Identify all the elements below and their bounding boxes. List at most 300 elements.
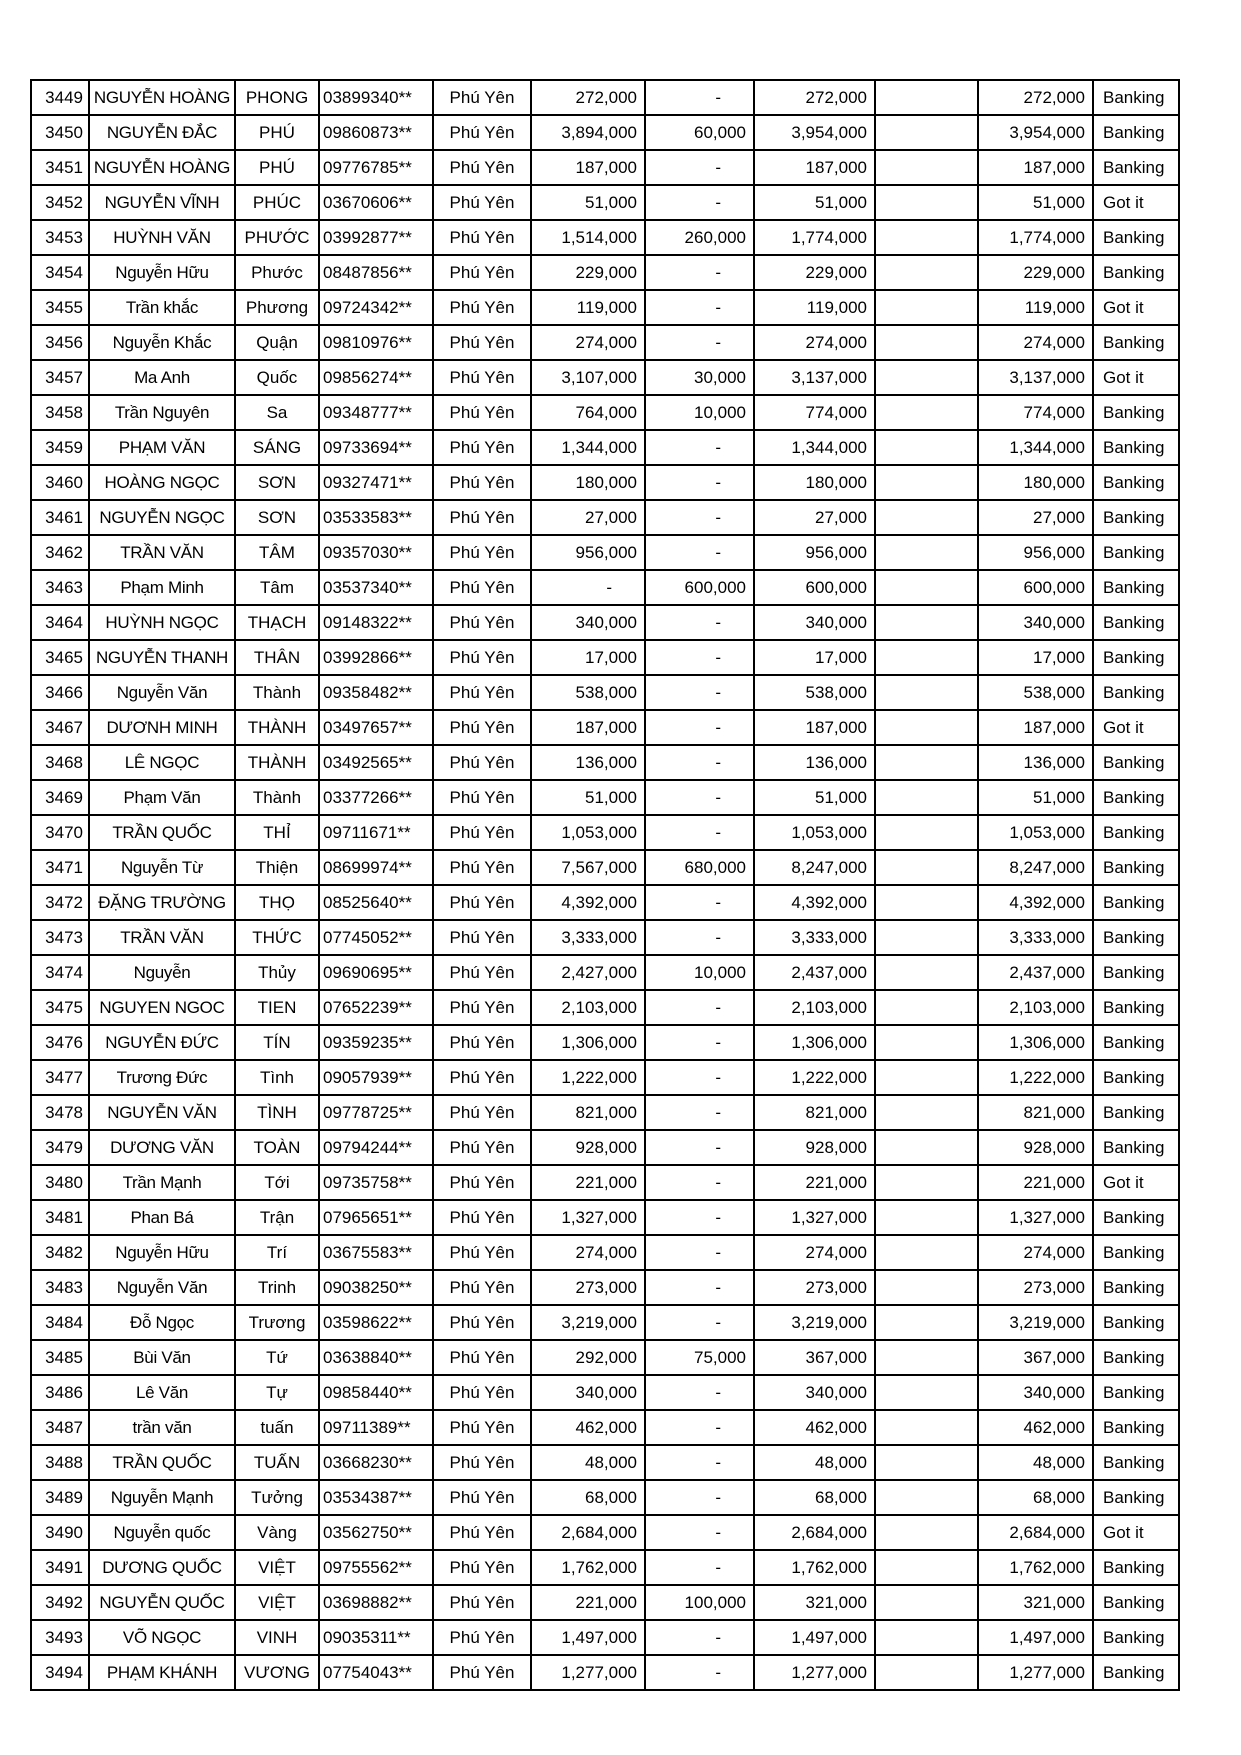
cell-firstname: THÀNH — [235, 710, 319, 745]
cell-blank — [875, 1445, 978, 1480]
cell-amount2: - — [645, 1095, 754, 1130]
cell-province: Phú Yên — [433, 815, 531, 850]
cell-total: 27,000 — [754, 500, 875, 535]
cell-province: Phú Yên — [433, 1095, 531, 1130]
cell-total: 928,000 — [754, 1130, 875, 1165]
cell-amount2: - — [645, 535, 754, 570]
cell-amount1: 821,000 — [531, 1095, 645, 1130]
cell-blank — [875, 710, 978, 745]
cell-id: 3455 — [31, 290, 89, 325]
cell-amount1: 2,103,000 — [531, 990, 645, 1025]
cell-amount2: - — [645, 1410, 754, 1445]
cell-blank — [875, 220, 978, 255]
cell-blank — [875, 955, 978, 990]
cell-amount2: - — [645, 1060, 754, 1095]
table-row — [31, 500, 1179, 535]
cell-id: 3457 — [31, 360, 89, 395]
cell-amount1: 17,000 — [531, 640, 645, 675]
cell-province: Phú Yên — [433, 1410, 531, 1445]
cell-firstname: THẠCH — [235, 605, 319, 640]
cell-amount2: - — [645, 710, 754, 745]
cell-amount2: - — [645, 150, 754, 185]
cell-province: Phú Yên — [433, 220, 531, 255]
cell-amount1: 2,684,000 — [531, 1515, 645, 1550]
cell-firstname: VINH — [235, 1620, 319, 1655]
cell-phone: 09856274** — [319, 360, 433, 395]
cell-status: Banking — [1093, 430, 1179, 465]
cell-blank — [875, 920, 978, 955]
cell-province: Phú Yên — [433, 1060, 531, 1095]
cell-firstname: THÂN — [235, 640, 319, 675]
cell-id: 3464 — [31, 605, 89, 640]
cell-final-amount: 462,000 — [978, 1410, 1093, 1445]
cell-firstname: TUẤN — [235, 1445, 319, 1480]
cell-amount1: 2,427,000 — [531, 955, 645, 990]
cell-phone: 03533583** — [319, 500, 433, 535]
cell-phone: 09733694** — [319, 430, 433, 465]
cell-amount2: - — [645, 745, 754, 780]
cell-lastname: NGUYỄN THANH — [89, 640, 235, 675]
cell-amount2: - — [645, 1550, 754, 1585]
cell-blank — [875, 990, 978, 1025]
cell-province: Phú Yên — [433, 150, 531, 185]
cell-phone: 08525640** — [319, 885, 433, 920]
table-row — [31, 1375, 1179, 1410]
cell-firstname: Thành — [235, 675, 319, 710]
cell-blank — [875, 1515, 978, 1550]
cell-amount1: 3,333,000 — [531, 920, 645, 955]
cell-amount2: - — [645, 640, 754, 675]
cell-amount2: 75,000 — [645, 1340, 754, 1375]
cell-phone: 09860873** — [319, 115, 433, 150]
cell-id: 3453 — [31, 220, 89, 255]
cell-total: 2,437,000 — [754, 955, 875, 990]
cell-blank — [875, 850, 978, 885]
cell-lastname: TRẦN QUỐC — [89, 1445, 235, 1480]
cell-blank — [875, 465, 978, 500]
cell-final-amount: 51,000 — [978, 780, 1093, 815]
cell-province: Phú Yên — [433, 1340, 531, 1375]
cell-lastname: LÊ NGỌC — [89, 745, 235, 780]
table-row — [31, 1235, 1179, 1270]
cell-final-amount: 1,774,000 — [978, 220, 1093, 255]
donation-table — [30, 79, 1180, 1691]
cell-firstname: TÂM — [235, 535, 319, 570]
cell-amount1: 272,000 — [531, 80, 645, 115]
cell-amount1: 119,000 — [531, 290, 645, 325]
cell-total: 229,000 — [754, 255, 875, 290]
cell-blank — [875, 1340, 978, 1375]
cell-province: Phú Yên — [433, 1165, 531, 1200]
cell-status: Banking — [1093, 465, 1179, 500]
cell-lastname: Nguyễn quốc — [89, 1515, 235, 1550]
cell-firstname: THÀNH — [235, 745, 319, 780]
cell-lastname: Nguyễn Văn — [89, 1270, 235, 1305]
cell-lastname: DƯƠNG VĂN — [89, 1130, 235, 1165]
cell-amount2: - — [645, 1165, 754, 1200]
table-row — [31, 1550, 1179, 1585]
cell-lastname: NGUYỄN NGỌC — [89, 500, 235, 535]
cell-amount2: 60,000 — [645, 115, 754, 150]
cell-final-amount: 2,437,000 — [978, 955, 1093, 990]
cell-firstname: Tứ — [235, 1340, 319, 1375]
cell-firstname: Quận — [235, 325, 319, 360]
cell-id: 3482 — [31, 1235, 89, 1270]
cell-blank — [875, 290, 978, 325]
cell-amount2: - — [645, 1270, 754, 1305]
cell-blank — [875, 1165, 978, 1200]
cell-blank — [875, 150, 978, 185]
cell-amount1: 229,000 — [531, 255, 645, 290]
cell-final-amount: 600,000 — [978, 570, 1093, 605]
cell-amount1: 1,327,000 — [531, 1200, 645, 1235]
cell-total: 1,277,000 — [754, 1655, 875, 1690]
cell-lastname: NGUYỄN VĨNH — [89, 185, 235, 220]
cell-blank — [875, 1480, 978, 1515]
table-row — [31, 570, 1179, 605]
table-row — [31, 1515, 1179, 1550]
cell-firstname: TÌNH — [235, 1095, 319, 1130]
cell-id: 3463 — [31, 570, 89, 605]
cell-status: Banking — [1093, 1445, 1179, 1480]
table-row — [31, 290, 1179, 325]
cell-phone: 03670606** — [319, 185, 433, 220]
cell-total: 774,000 — [754, 395, 875, 430]
cell-province: Phú Yên — [433, 115, 531, 150]
cell-phone: 03492565** — [319, 745, 433, 780]
table-row — [31, 1025, 1179, 1060]
cell-firstname: Trương — [235, 1305, 319, 1340]
cell-total: 600,000 — [754, 570, 875, 605]
cell-final-amount: 367,000 — [978, 1340, 1093, 1375]
cell-amount2: - — [645, 1200, 754, 1235]
cell-lastname: HOÀNG NGỌC — [89, 465, 235, 500]
cell-blank — [875, 185, 978, 220]
cell-phone: 03638840** — [319, 1340, 433, 1375]
cell-province: Phú Yên — [433, 1550, 531, 1585]
cell-blank — [875, 675, 978, 710]
cell-phone: 09690695** — [319, 955, 433, 990]
cell-amount1: 3,107,000 — [531, 360, 645, 395]
cell-status: Banking — [1093, 1655, 1179, 1690]
cell-final-amount: 1,762,000 — [978, 1550, 1093, 1585]
cell-final-amount: 119,000 — [978, 290, 1093, 325]
cell-amount2: - — [645, 185, 754, 220]
cell-blank — [875, 535, 978, 570]
cell-lastname: Trần Mạnh — [89, 1165, 235, 1200]
table-row — [31, 465, 1179, 500]
cell-lastname: VÕ NGỌC — [89, 1620, 235, 1655]
cell-blank — [875, 1585, 978, 1620]
cell-id: 3465 — [31, 640, 89, 675]
cell-province: Phú Yên — [433, 745, 531, 780]
cell-firstname: PHƯỚC — [235, 220, 319, 255]
table-row — [31, 1305, 1179, 1340]
cell-lastname: Ma Anh — [89, 360, 235, 395]
cell-lastname: NGUYỄN ĐẮC — [89, 115, 235, 150]
cell-lastname: TRẦN VĂN — [89, 535, 235, 570]
cell-id: 3470 — [31, 815, 89, 850]
cell-blank — [875, 1375, 978, 1410]
cell-blank — [875, 1060, 978, 1095]
cell-amount1: 1,762,000 — [531, 1550, 645, 1585]
cell-id: 3456 — [31, 325, 89, 360]
table-row — [31, 1095, 1179, 1130]
cell-id: 3454 — [31, 255, 89, 290]
cell-final-amount: 1,277,000 — [978, 1655, 1093, 1690]
cell-amount1: - — [531, 570, 645, 605]
cell-firstname: Trí — [235, 1235, 319, 1270]
cell-province: Phú Yên — [433, 185, 531, 220]
table-row — [31, 430, 1179, 465]
cell-lastname: HUỲNH VĂN — [89, 220, 235, 255]
cell-lastname: Nguyễn Văn — [89, 675, 235, 710]
cell-status: Banking — [1093, 885, 1179, 920]
cell-status: Banking — [1093, 675, 1179, 710]
table-row — [31, 815, 1179, 850]
cell-blank — [875, 1130, 978, 1165]
cell-id: 3483 — [31, 1270, 89, 1305]
cell-final-amount: 3,137,000 — [978, 360, 1093, 395]
cell-id: 3488 — [31, 1445, 89, 1480]
cell-total: 17,000 — [754, 640, 875, 675]
cell-phone: 07745052** — [319, 920, 433, 955]
cell-total: 1,762,000 — [754, 1550, 875, 1585]
table-row — [31, 745, 1179, 780]
cell-firstname: tuấn — [235, 1410, 319, 1445]
cell-total: 367,000 — [754, 1340, 875, 1375]
cell-province: Phú Yên — [433, 360, 531, 395]
cell-phone: 09327471** — [319, 465, 433, 500]
cell-status: Banking — [1093, 780, 1179, 815]
cell-final-amount: 1,497,000 — [978, 1620, 1093, 1655]
cell-lastname: Nguyễn Hữu — [89, 255, 235, 290]
cell-province: Phú Yên — [433, 1445, 531, 1480]
cell-lastname: Nguyễn Mạnh — [89, 1480, 235, 1515]
cell-phone: 09357030** — [319, 535, 433, 570]
table-row — [31, 150, 1179, 185]
cell-status: Banking — [1093, 80, 1179, 115]
cell-lastname: PHẠM KHÁNH — [89, 1655, 235, 1690]
cell-amount2: - — [645, 1515, 754, 1550]
cell-province: Phú Yên — [433, 465, 531, 500]
cell-firstname: Sa — [235, 395, 319, 430]
table-row — [31, 1340, 1179, 1375]
cell-amount1: 48,000 — [531, 1445, 645, 1480]
cell-final-amount: 1,222,000 — [978, 1060, 1093, 1095]
cell-amount2: 260,000 — [645, 220, 754, 255]
cell-lastname: Lê Văn — [89, 1375, 235, 1410]
cell-amount2: - — [645, 1305, 754, 1340]
cell-amount2: - — [645, 465, 754, 500]
cell-total: 3,219,000 — [754, 1305, 875, 1340]
cell-status: Banking — [1093, 605, 1179, 640]
cell-province: Phú Yên — [433, 675, 531, 710]
cell-status: Banking — [1093, 1375, 1179, 1410]
cell-id: 3487 — [31, 1410, 89, 1445]
cell-amount1: 221,000 — [531, 1585, 645, 1620]
cell-final-amount: 273,000 — [978, 1270, 1093, 1305]
table-row — [31, 850, 1179, 885]
cell-total: 2,684,000 — [754, 1515, 875, 1550]
cell-lastname: Nguyễn — [89, 955, 235, 990]
cell-amount2: - — [645, 1445, 754, 1480]
cell-status: Got it — [1093, 1165, 1179, 1200]
cell-final-amount: 51,000 — [978, 185, 1093, 220]
cell-province: Phú Yên — [433, 1025, 531, 1060]
cell-final-amount: 1,053,000 — [978, 815, 1093, 850]
cell-phone: 07965651** — [319, 1200, 433, 1235]
cell-amount1: 221,000 — [531, 1165, 645, 1200]
cell-province: Phú Yên — [433, 1480, 531, 1515]
cell-province: Phú Yên — [433, 535, 531, 570]
cell-phone: 03377266** — [319, 780, 433, 815]
cell-firstname: PHÚC — [235, 185, 319, 220]
table-row — [31, 1410, 1179, 1445]
table-row — [31, 955, 1179, 990]
cell-status: Banking — [1093, 255, 1179, 290]
cell-amount1: 1,497,000 — [531, 1620, 645, 1655]
cell-id: 3490 — [31, 1515, 89, 1550]
cell-amount1: 274,000 — [531, 1235, 645, 1270]
cell-status: Banking — [1093, 500, 1179, 535]
table-row — [31, 1655, 1179, 1690]
cell-firstname: PHONG — [235, 80, 319, 115]
cell-firstname: Tự — [235, 1375, 319, 1410]
cell-final-amount: 68,000 — [978, 1480, 1093, 1515]
cell-status: Banking — [1093, 815, 1179, 850]
cell-blank — [875, 780, 978, 815]
cell-total: 136,000 — [754, 745, 875, 780]
cell-phone: 03698882** — [319, 1585, 433, 1620]
cell-firstname: Phương — [235, 290, 319, 325]
cell-lastname: Nguyễn Hữu — [89, 1235, 235, 1270]
cell-phone: 09858440** — [319, 1375, 433, 1410]
cell-id: 3467 — [31, 710, 89, 745]
cell-total: 274,000 — [754, 1235, 875, 1270]
cell-province: Phú Yên — [433, 955, 531, 990]
cell-lastname: TRẦN VĂN — [89, 920, 235, 955]
table-row — [31, 920, 1179, 955]
cell-firstname: Trinh — [235, 1270, 319, 1305]
cell-amount1: 68,000 — [531, 1480, 645, 1515]
cell-amount2: - — [645, 885, 754, 920]
cell-final-amount: 17,000 — [978, 640, 1093, 675]
cell-blank — [875, 745, 978, 780]
cell-firstname: Tâm — [235, 570, 319, 605]
cell-blank — [875, 815, 978, 850]
cell-final-amount: 136,000 — [978, 745, 1093, 780]
cell-amount2: - — [645, 500, 754, 535]
cell-province: Phú Yên — [433, 1375, 531, 1410]
cell-firstname: SƠN — [235, 500, 319, 535]
cell-province: Phú Yên — [433, 1270, 531, 1305]
cell-final-amount: 774,000 — [978, 395, 1093, 430]
cell-blank — [875, 1305, 978, 1340]
cell-phone: 03992866** — [319, 640, 433, 675]
cell-status: Banking — [1093, 1305, 1179, 1340]
cell-amount2: - — [645, 1480, 754, 1515]
cell-final-amount: 274,000 — [978, 1235, 1093, 1270]
table-row — [31, 1165, 1179, 1200]
cell-blank — [875, 115, 978, 150]
cell-total: 273,000 — [754, 1270, 875, 1305]
cell-lastname: Phạm Văn — [89, 780, 235, 815]
cell-phone: 09755562** — [319, 1550, 433, 1585]
table-row — [31, 325, 1179, 360]
cell-final-amount: 340,000 — [978, 605, 1093, 640]
cell-amount1: 274,000 — [531, 325, 645, 360]
cell-amount1: 180,000 — [531, 465, 645, 500]
table-row — [31, 1060, 1179, 1095]
cell-firstname: PHÚ — [235, 115, 319, 150]
cell-lastname: Phan Bá — [89, 1200, 235, 1235]
cell-province: Phú Yên — [433, 1305, 531, 1340]
table-row — [31, 115, 1179, 150]
cell-id: 3480 — [31, 1165, 89, 1200]
cell-phone: 09148322** — [319, 605, 433, 640]
table-row — [31, 1130, 1179, 1165]
cell-phone: 03992877** — [319, 220, 433, 255]
cell-blank — [875, 1270, 978, 1305]
cell-firstname: Tới — [235, 1165, 319, 1200]
cell-id: 3475 — [31, 990, 89, 1025]
cell-province: Phú Yên — [433, 640, 531, 675]
cell-final-amount: 1,344,000 — [978, 430, 1093, 465]
cell-status: Banking — [1093, 535, 1179, 570]
cell-province: Phú Yên — [433, 500, 531, 535]
table-row — [31, 1620, 1179, 1655]
table-row — [31, 255, 1179, 290]
cell-total: 8,247,000 — [754, 850, 875, 885]
cell-amount1: 340,000 — [531, 1375, 645, 1410]
cell-id: 3491 — [31, 1550, 89, 1585]
cell-amount1: 27,000 — [531, 500, 645, 535]
cell-lastname: NGUYỄN HOÀNG — [89, 150, 235, 185]
cell-status: Banking — [1093, 1130, 1179, 1165]
cell-final-amount: 3,333,000 — [978, 920, 1093, 955]
table-row — [31, 80, 1179, 115]
cell-lastname: Nguyễn Từ — [89, 850, 235, 885]
cell-lastname: NGUYEN NGOC — [89, 990, 235, 1025]
cell-amount1: 1,277,000 — [531, 1655, 645, 1690]
cell-total: 48,000 — [754, 1445, 875, 1480]
cell-final-amount: 2,684,000 — [978, 1515, 1093, 1550]
cell-status: Banking — [1093, 325, 1179, 360]
cell-id: 3452 — [31, 185, 89, 220]
cell-province: Phú Yên — [433, 1515, 531, 1550]
cell-phone: 09057939** — [319, 1060, 433, 1095]
cell-id: 3462 — [31, 535, 89, 570]
cell-final-amount: 4,392,000 — [978, 885, 1093, 920]
cell-amount2: - — [645, 290, 754, 325]
cell-province: Phú Yên — [433, 1655, 531, 1690]
cell-final-amount: 340,000 — [978, 1375, 1093, 1410]
cell-total: 221,000 — [754, 1165, 875, 1200]
cell-final-amount: 187,000 — [978, 150, 1093, 185]
cell-firstname: THỈ — [235, 815, 319, 850]
cell-amount2: - — [645, 1620, 754, 1655]
cell-firstname: Tưởng — [235, 1480, 319, 1515]
cell-final-amount: 821,000 — [978, 1095, 1093, 1130]
cell-province: Phú Yên — [433, 885, 531, 920]
cell-id: 3466 — [31, 675, 89, 710]
cell-id: 3468 — [31, 745, 89, 780]
cell-amount2: 30,000 — [645, 360, 754, 395]
cell-final-amount: 272,000 — [978, 80, 1093, 115]
cell-final-amount: 8,247,000 — [978, 850, 1093, 885]
cell-lastname: NGUYỄN QUỐC — [89, 1585, 235, 1620]
